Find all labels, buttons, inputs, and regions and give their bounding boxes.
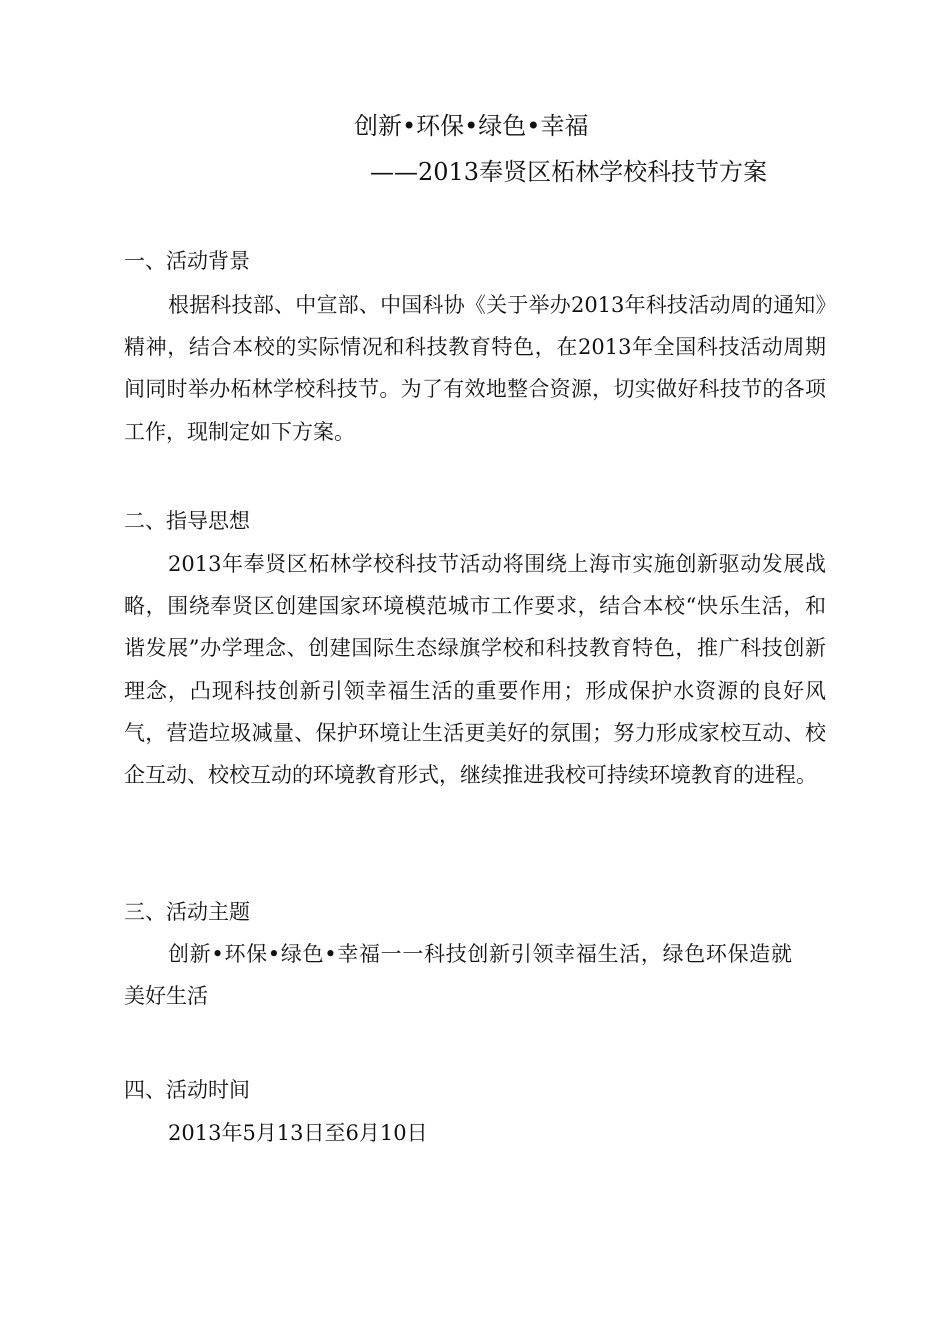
document-title: 创新•环保•绿色•幸福 <box>354 112 589 140</box>
section-heading-theme: 三、活动主题 <box>124 900 250 924</box>
section-body-background: 根据科技部、中宣部、中国科协《关于举办2013年科技活动周的通知》精神，结合本校的实际情况和科技教育特色，在2013年全国科技活动周期间同时举办柘林学校科技节。为了有效地整合资源，切实做好科技节的各项工作，现制定如下方案。 <box>124 293 826 444</box>
section-heading-time: 四、活动时间 <box>124 1078 250 1102</box>
section-body-time: 2013年5月13日至6月10日 <box>168 1121 428 1145</box>
section-body-theme: 创新•环保•绿色•幸福一一科技创新引领幸福生活，绿色环保造就美好生活 <box>124 942 792 1009</box>
section-heading-guiding-thought: 二、指导思想 <box>124 509 250 533</box>
section-body-guiding-thought: 2013年奉贤区柘林学校科技节活动将围绕上海市实施创新驱动发展战略，围绕奉贤区创建国家环境模范城市工作要求，结合本校“快乐生活，和谐发展”办学理念、创建国际生态绿旗学校和科技教育特色，推广科技创新理念，凸现科技创新引领幸福生活的重要作用；形成保护水资源的良好风气，营造垃圾减量、保护环境让生活更美好的氛围；努力形成家校互动、校企互动、校校互动的环境教育形式，继续推进我校可持续环境教育的进程。 <box>124 552 826 788</box>
section-heading-background: 一、活动背景 <box>124 249 250 273</box>
document-subtitle: ——2013奉贤区柘林学校科技节方案 <box>370 158 768 186</box>
